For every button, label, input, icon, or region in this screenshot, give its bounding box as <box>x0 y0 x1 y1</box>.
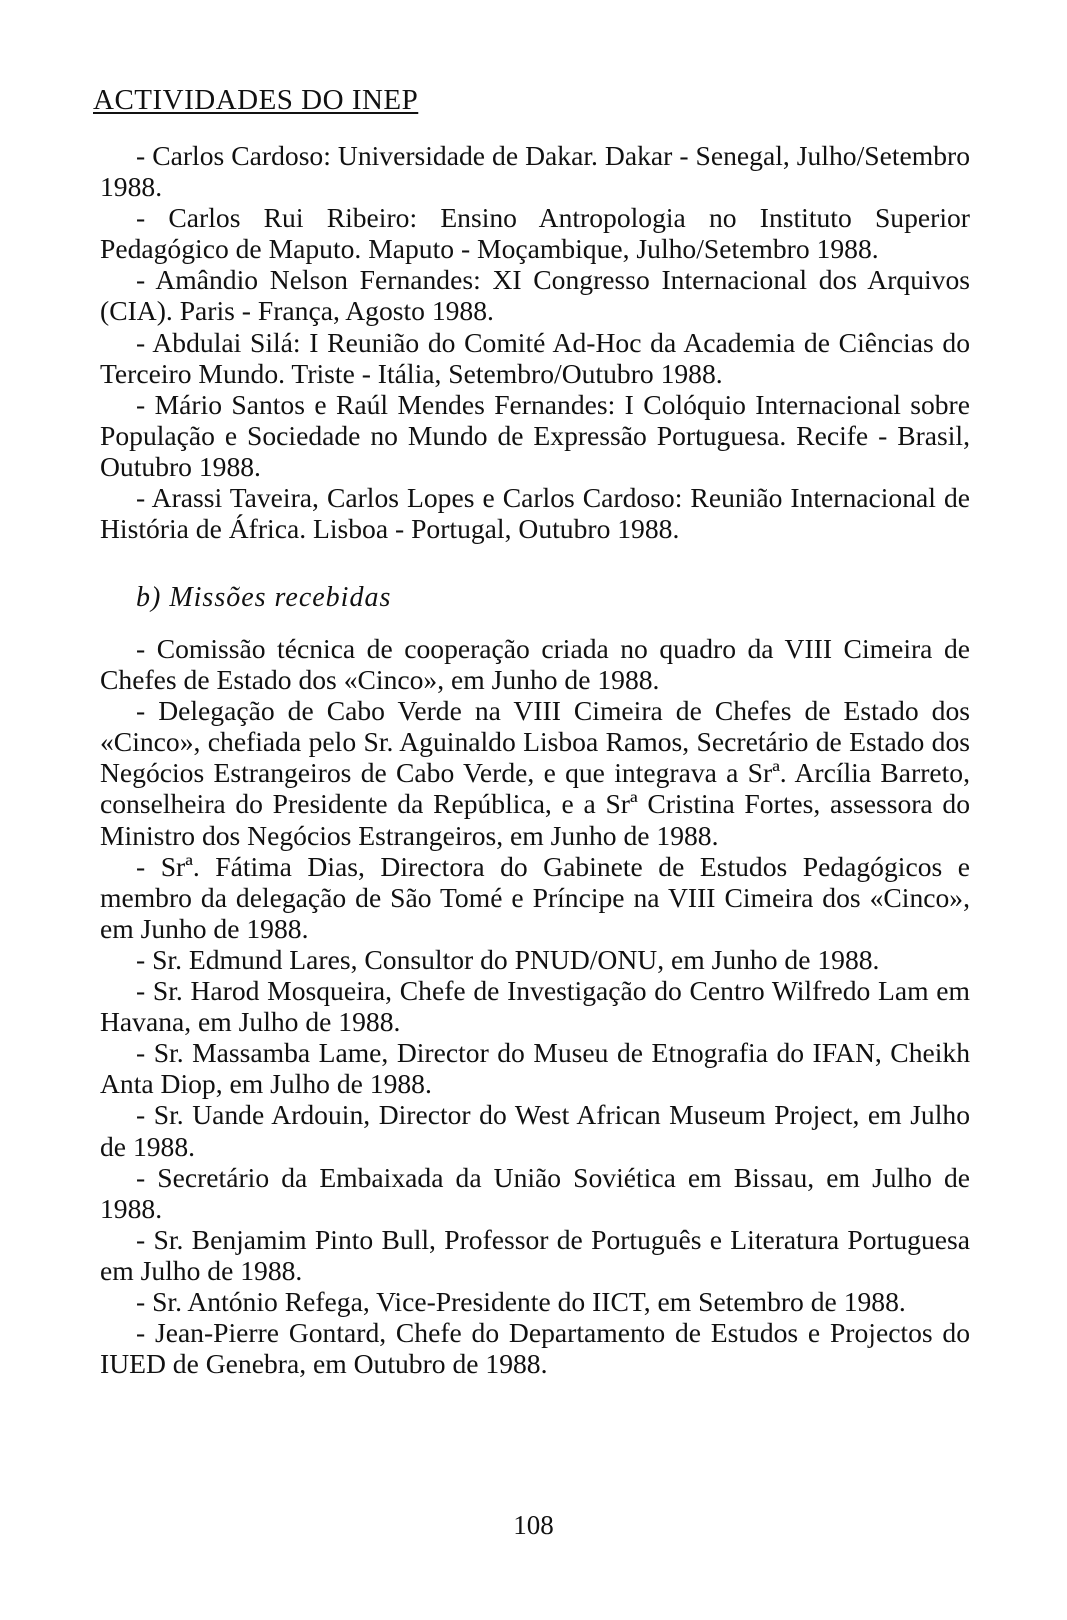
missions-sent-list <box>100 140 970 544</box>
list-item: - Mário Santos e Raúl Mendes Fernandes: I Colóquio Internacional sobre População e Sociedade no Mundo de Expressão Portuguesa. Recife - Brasil, Outubro 1988. <box>100 388 970 482</box>
missions-received-list <box>100 633 970 1379</box>
list-item: - Carlos Rui Ribeiro: Ensino Antropologia no Instituto Superior Pedagógico de Maputo. Maputo - Moçambique, Julho/Setembro 1988. <box>100 202 970 265</box>
list-item: - Sr. António Refega, Vice-Presidente do IICT, em Setembro de 1988. <box>136 1285 906 1317</box>
list-item: - Amândio Nelson Fernandes: XI Congresso Internacional dos Arquivos (CIA). Paris - França, Agosto 1988. <box>100 264 970 327</box>
list-item: - Delegação de Cabo Verde na VIII Cimeira de Chefes de Estado dos «Cinco», chefiada pelo Sr. Aguinaldo Lisboa Ramos, Secretário de Estado dos Negócios Estrangeiros de Cabo Verde, e que integrava a Srª. Arcília Barreto, conselheira do Presidente da República, e a Srª Cristina Fortes, assessora do Ministro dos Negócios Estrangeiros, em Junho de 1988. <box>100 695 970 851</box>
section-subheading: b) Missões recebidas <box>136 582 392 613</box>
list-item: - Sr. Benjamim Pinto Bull, Professor de Português e Literatura Portuguesa em Julho de 1988. <box>100 1223 970 1286</box>
list-item: - Comissão técnica de cooperação criada no quadro da VIII Cimeira de Chefes de Estado dos «Cinco», em Junho de 1988. <box>100 633 970 696</box>
list-item: - Srª. Fátima Dias, Directora do Gabinete de Estudos Pedagógicos e membro da delegação de São Tomé e Príncipe na VIII Cimeira dos «Cinco», em Junho de 1988. <box>100 850 970 944</box>
list-item: - Secretário da Embaixada da União Soviética em Bissau, em Julho de 1988. <box>100 1161 970 1224</box>
list-item: - Jean-Pierre Gontard, Chefe do Departamento de Estudos e Projectos do IUED de Genebra, em Outubro de 1988. <box>100 1317 970 1380</box>
list-item: - Sr. Uande Ardouin, Director do West African Museum Project, em Julho de 1988. <box>100 1099 970 1162</box>
list-item: - Sr. Harod Mosqueira, Chefe de Investigação do Centro Wilfredo Lam em Havana, em Julho de 1988. <box>100 975 970 1038</box>
list-item: - Carlos Cardoso: Universidade de Dakar. Dakar - Senegal, Julho/Setembro 1988. <box>100 140 970 203</box>
page-number: 108 <box>513 1510 554 1540</box>
list-item: - Arassi Taveira, Carlos Lopes e Carlos Cardoso: Reunião Internacional de História de África. Lisboa - Portugal, Outubro 1988. <box>100 482 970 545</box>
page-header: ACTIVIDADES DO INEP <box>93 84 419 116</box>
list-item: - Abdulai Silá: I Reunião do Comité Ad-Hoc da Academia de Ciências do Terceiro Mundo. Triste - Itália, Setembro/Outubro 1988. <box>100 326 970 389</box>
list-item: - Sr. Edmund Lares, Consultor do PNUD/ONU, em Junho de 1988. <box>136 943 880 975</box>
list-item: - Sr. Massamba Lame, Director do Museu de Etnografia do IFAN, Cheikh Anta Diop, em Julho de 1988. <box>100 1037 970 1100</box>
